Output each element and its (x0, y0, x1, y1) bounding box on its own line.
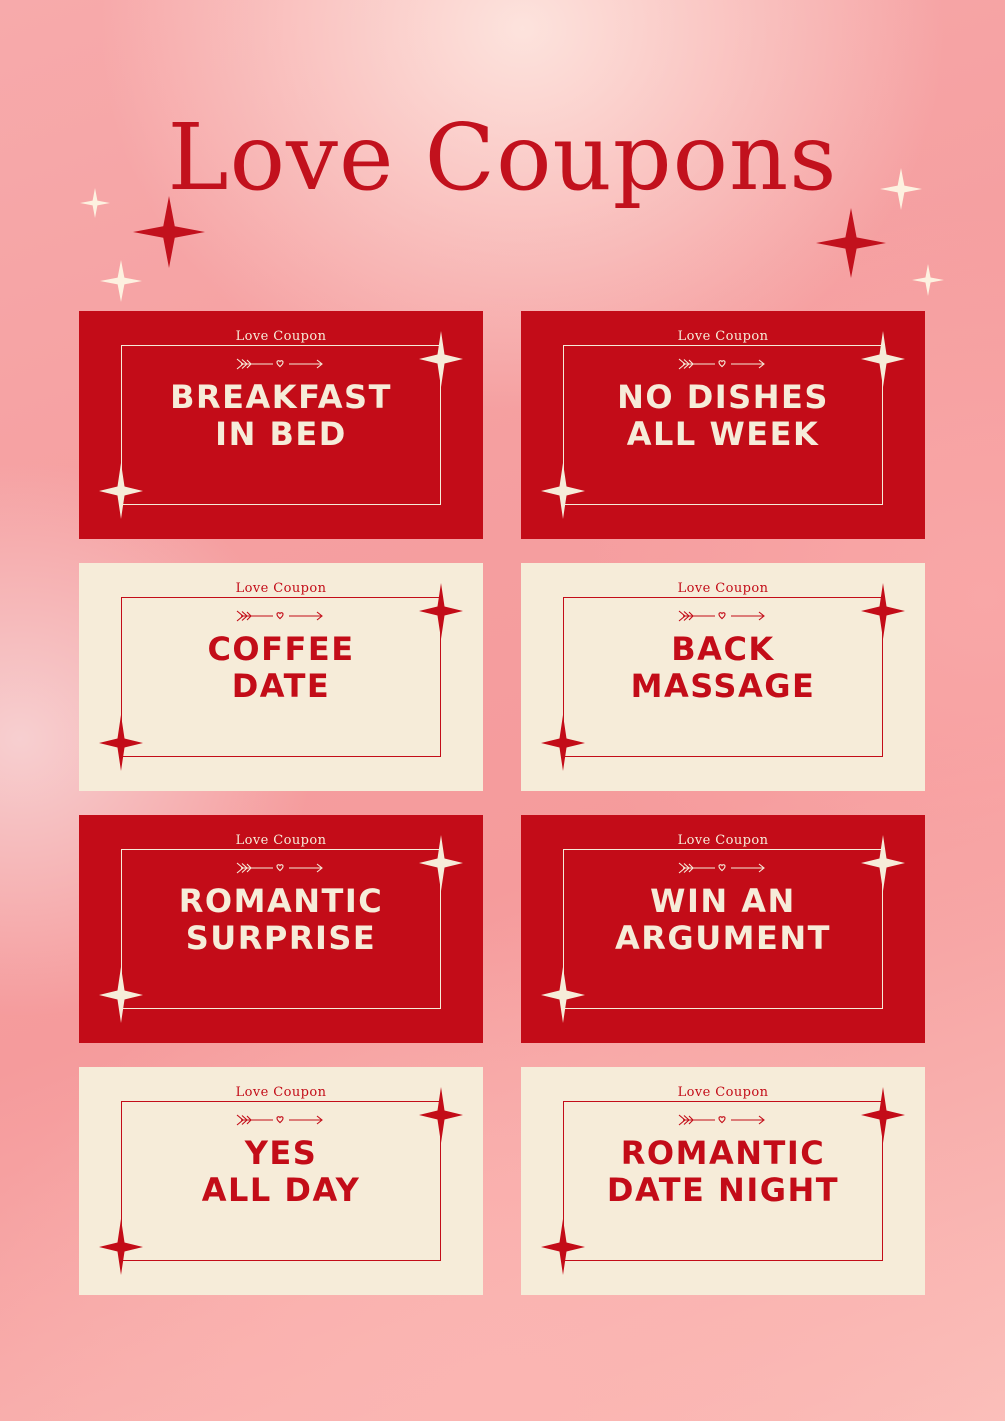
coupon-row (79, 1067, 925, 1295)
star-icon-cream-bottom-left (100, 260, 142, 302)
coupon-title-line2: ALL DAY (201, 1171, 361, 1209)
coupon-title-line1: ROMANTIC (620, 1134, 826, 1172)
coupon-card[interactable] (521, 563, 925, 791)
coupon-title-line1: BREAKFAST (170, 378, 392, 416)
coupon-label: Love Coupon (677, 329, 769, 344)
coupon-title (79, 631, 483, 705)
coupon-title-line2: MASSAGE (630, 667, 816, 705)
coupon-title-line2: ARGUMENT (615, 919, 831, 957)
coupon-title (521, 883, 925, 957)
coupon-label: Love Coupon (677, 833, 769, 848)
coupon-title (79, 1135, 483, 1209)
coupon-title-line1: WIN AN (650, 882, 796, 920)
arrow-heart-divider-icon (675, 1113, 771, 1127)
coupon-title (521, 1135, 925, 1209)
coupon-title-line2: ALL WEEK (626, 415, 820, 453)
coupon-title-line1: ROMANTIC (178, 882, 384, 920)
coupon-card[interactable] (79, 815, 483, 1043)
poster-header (0, 78, 1005, 238)
star-icon-cream-bottom-right (912, 264, 944, 296)
coupon-title (521, 379, 925, 453)
arrow-heart-divider-icon (233, 861, 329, 875)
coupon-card[interactable] (521, 311, 925, 539)
coupon-label: Love Coupon (235, 1085, 327, 1100)
coupon-row (79, 563, 925, 791)
coupon-title (521, 631, 925, 705)
coupon-card[interactable] (521, 815, 925, 1043)
coupon-card[interactable] (79, 563, 483, 791)
coupon-row (79, 815, 925, 1043)
coupon-title (79, 883, 483, 957)
coupon-title-line1: COFFEE (207, 630, 355, 668)
coupon-label: Love Coupon (235, 581, 327, 596)
coupon-title-line1: NO DISHES (617, 378, 829, 416)
coupon-title-line2: DATE (231, 667, 331, 705)
coupon-label: Love Coupon (235, 833, 327, 848)
arrow-heart-divider-icon (233, 609, 329, 623)
arrow-heart-divider-icon (675, 357, 771, 371)
coupon-row (79, 311, 925, 539)
coupon-label: Love Coupon (677, 581, 769, 596)
coupon-title (79, 379, 483, 453)
coupon-card[interactable] (79, 1067, 483, 1295)
arrow-heart-divider-icon (675, 861, 771, 875)
coupon-title-line2: IN BED (215, 415, 347, 453)
arrow-heart-divider-icon (233, 1113, 329, 1127)
coupon-grid (79, 311, 925, 1319)
coupon-card[interactable] (521, 1067, 925, 1295)
page-title: Love Coupons (167, 104, 838, 211)
arrow-heart-divider-icon (675, 609, 771, 623)
coupon-card[interactable] (79, 311, 483, 539)
arrow-heart-divider-icon (233, 357, 329, 371)
coupon-title-line2: SURPRISE (185, 919, 377, 957)
coupon-title-line1: YES (244, 1134, 318, 1172)
coupon-label: Love Coupon (235, 329, 327, 344)
coupon-title-line2: DATE NIGHT (606, 1171, 840, 1209)
coupon-title-line1: BACK (671, 630, 775, 668)
coupon-label: Love Coupon (677, 1085, 769, 1100)
